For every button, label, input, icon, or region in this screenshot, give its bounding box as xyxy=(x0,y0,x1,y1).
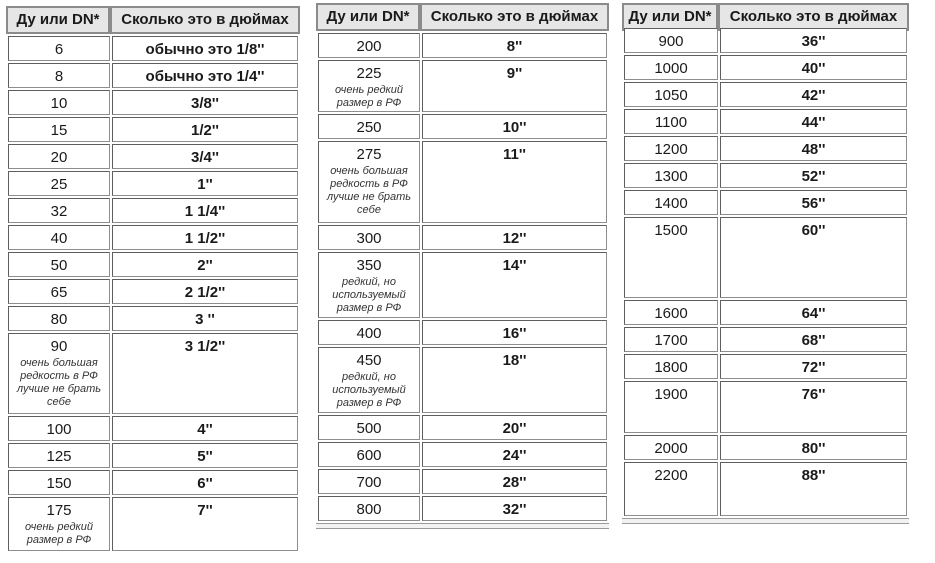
table-row xyxy=(316,114,609,141)
table-row xyxy=(6,497,300,553)
dn-value: 1500 xyxy=(654,222,688,239)
inch-cell xyxy=(720,217,907,298)
table-row xyxy=(622,381,909,435)
dn-value: 500 xyxy=(356,420,382,437)
dn-cell xyxy=(318,320,420,345)
dn-value: 1200 xyxy=(654,141,688,158)
inch-value: 9'' xyxy=(506,65,523,82)
table-row xyxy=(6,470,300,497)
inch-cell xyxy=(422,141,607,223)
dn-value: 8 xyxy=(54,68,64,85)
dn-cell xyxy=(318,60,420,112)
dn-value: 700 xyxy=(356,474,382,491)
inch-value: 5'' xyxy=(197,448,213,465)
inch-cell xyxy=(112,225,298,250)
dn-note: очень редкий размер в РФ xyxy=(25,521,93,546)
inch-cell xyxy=(720,435,907,460)
inch-cell xyxy=(422,469,607,494)
inch-value: 3/4'' xyxy=(191,149,219,166)
dn-value: 250 xyxy=(356,119,382,136)
inch-value: 4'' xyxy=(197,421,213,438)
inch-value: 3/8'' xyxy=(191,95,219,112)
table-row xyxy=(316,60,609,114)
inch-value: обычно это 1/4'' xyxy=(145,68,265,85)
dn-cell xyxy=(8,279,110,304)
inch-cell xyxy=(112,443,298,468)
header-dn: Ду или DN* xyxy=(624,5,716,29)
inch-cell xyxy=(112,117,298,142)
inch-value: 28'' xyxy=(502,474,527,491)
dn-value: 1400 xyxy=(654,195,688,212)
inch-cell xyxy=(422,496,607,521)
dn-cell xyxy=(318,442,420,467)
inch-cell xyxy=(720,462,907,516)
dn-cell xyxy=(624,300,718,325)
inch-value: 72'' xyxy=(801,359,826,376)
table-row xyxy=(622,217,909,300)
dn-cell xyxy=(8,225,110,250)
table-row xyxy=(316,252,609,320)
dn-value: 10 xyxy=(50,95,68,112)
inch-cell xyxy=(112,333,298,414)
dn-value: 65 xyxy=(50,284,68,301)
inch-cell xyxy=(112,416,298,441)
inch-value: 8'' xyxy=(506,38,523,55)
dn-value: 1700 xyxy=(654,332,688,349)
inch-value: 11'' xyxy=(503,146,526,163)
table-row xyxy=(316,320,609,347)
table-row xyxy=(6,333,300,416)
dn-note: очень редкий размер в РФ xyxy=(335,84,403,109)
dn-value: 100 xyxy=(46,421,72,438)
dn-cell xyxy=(624,82,718,107)
dn-cell xyxy=(318,347,420,413)
dn-value: 40 xyxy=(50,230,68,247)
dn-value: 20 xyxy=(50,149,68,166)
inch-cell xyxy=(112,252,298,277)
inch-value: обычно это 1/8'' xyxy=(145,41,265,58)
table-row xyxy=(622,55,909,82)
inch-value: 88'' xyxy=(801,467,826,484)
dn-cell xyxy=(8,497,110,551)
table-row xyxy=(622,28,909,55)
dn-value: 50 xyxy=(50,257,68,274)
table-header xyxy=(6,6,300,34)
dn-cell xyxy=(8,198,110,223)
dn-value: 1300 xyxy=(654,168,688,185)
dn-value: 6 xyxy=(54,41,64,58)
dn-value: 350 xyxy=(356,257,382,274)
inch-cell xyxy=(112,279,298,304)
inch-value: 76'' xyxy=(801,386,826,403)
table-row xyxy=(316,415,609,442)
table-row xyxy=(622,136,909,163)
table-row xyxy=(6,416,300,443)
table-row xyxy=(622,327,909,354)
dn-value: 175 xyxy=(46,502,72,519)
dn-cell xyxy=(624,28,718,53)
inch-value: 18'' xyxy=(502,352,527,369)
dn-cell xyxy=(318,415,420,440)
inch-value: 60'' xyxy=(801,222,826,239)
dn-cell xyxy=(318,114,420,139)
dn-cell xyxy=(624,136,718,161)
inch-value: 16'' xyxy=(502,325,527,342)
inch-value: 12'' xyxy=(502,230,527,247)
inch-cell xyxy=(720,354,907,379)
dn-value: 32 xyxy=(50,203,68,220)
dn-value: 2200 xyxy=(654,467,688,484)
dn-value: 90 xyxy=(50,338,68,355)
header-inches: Сколько это в дюймах xyxy=(720,5,907,29)
table-row xyxy=(316,469,609,496)
dn-cell xyxy=(624,55,718,80)
inch-cell xyxy=(422,347,607,413)
dn-value: 800 xyxy=(356,501,382,518)
inch-cell xyxy=(112,63,298,88)
table-row xyxy=(316,442,609,469)
inch-value: 6'' xyxy=(197,475,213,492)
inch-value: 80'' xyxy=(801,440,826,457)
inch-value: 3 1/2'' xyxy=(184,338,226,355)
dn-cell xyxy=(624,163,718,188)
table-row xyxy=(6,443,300,470)
dn-cell xyxy=(624,462,718,516)
table-row xyxy=(6,117,300,144)
table-row xyxy=(622,300,909,327)
inch-cell xyxy=(720,327,907,352)
dn-cell xyxy=(624,109,718,134)
dn-cell xyxy=(318,496,420,521)
dn-value: 300 xyxy=(356,230,382,247)
table-bottom-edge xyxy=(622,518,909,524)
inch-value: 40'' xyxy=(801,60,826,77)
dn-cell xyxy=(318,33,420,58)
inch-cell xyxy=(720,136,907,161)
inch-value: 1'' xyxy=(197,176,213,193)
dn-note: очень большая редкость в РФ лучше не брать себе xyxy=(326,165,412,216)
inch-cell xyxy=(720,381,907,433)
inch-cell xyxy=(422,415,607,440)
dn-value: 450 xyxy=(356,352,382,369)
inch-value: 64'' xyxy=(801,305,826,322)
inch-cell xyxy=(112,497,298,551)
inch-value: 32'' xyxy=(502,501,527,518)
inch-cell xyxy=(112,306,298,331)
inch-cell xyxy=(720,163,907,188)
table-row xyxy=(6,252,300,279)
dn-cell xyxy=(624,327,718,352)
dn-cell xyxy=(8,470,110,495)
dn-note: редкий, но используемый размер в РФ xyxy=(332,371,406,409)
inch-value: 24'' xyxy=(502,447,527,464)
dn-value: 1800 xyxy=(654,359,688,376)
dn-cell xyxy=(624,354,718,379)
table-row xyxy=(316,347,609,415)
inch-value: 2'' xyxy=(197,257,213,274)
dn-cell xyxy=(318,252,420,318)
inch-value: 1 1/4'' xyxy=(184,203,226,220)
inch-cell xyxy=(422,320,607,345)
dn-cell xyxy=(624,435,718,460)
inch-cell xyxy=(422,33,607,58)
table-row xyxy=(622,109,909,136)
dn-cell xyxy=(624,190,718,215)
table-row xyxy=(6,90,300,117)
dn-value: 15 xyxy=(50,122,68,139)
inch-cell xyxy=(112,198,298,223)
inch-value: 36'' xyxy=(801,33,826,50)
dn-value: 2000 xyxy=(654,440,688,457)
dn-cell xyxy=(8,117,110,142)
dn-cell xyxy=(8,63,110,88)
table-row xyxy=(622,354,909,381)
inch-value: 2 1/2'' xyxy=(184,284,226,301)
dn-cell xyxy=(8,306,110,331)
dn-cell xyxy=(318,141,420,223)
dn-cell xyxy=(8,144,110,169)
dn-value: 1900 xyxy=(654,386,688,403)
table-row xyxy=(622,82,909,109)
header-inches: Сколько это в дюймах xyxy=(112,8,298,32)
dn-value: 125 xyxy=(46,448,72,465)
inch-value: 44'' xyxy=(801,114,826,131)
dn-cell xyxy=(8,36,110,61)
table-row xyxy=(6,144,300,171)
inch-value: 14'' xyxy=(502,257,527,274)
dn-value: 1000 xyxy=(654,60,688,77)
dn-value: 200 xyxy=(356,38,382,55)
table-row xyxy=(316,33,609,60)
inch-cell xyxy=(112,36,298,61)
dn-value: 1050 xyxy=(654,87,688,104)
header-inches: Сколько это в дюймах xyxy=(422,5,607,29)
dn-cell xyxy=(8,333,110,414)
inch-cell xyxy=(422,442,607,467)
dn-value: 25 xyxy=(50,176,68,193)
inch-value: 52'' xyxy=(801,168,826,185)
table-row xyxy=(316,496,609,523)
table-bottom-edge xyxy=(316,523,609,529)
dn-cell xyxy=(8,90,110,115)
dn-cell xyxy=(318,469,420,494)
inch-cell xyxy=(720,300,907,325)
inch-value: 1 1/2'' xyxy=(184,230,226,247)
table-row xyxy=(316,225,609,252)
inch-value: 7'' xyxy=(197,502,213,519)
dn-value: 150 xyxy=(46,475,72,492)
dn-cell xyxy=(8,171,110,196)
inch-cell xyxy=(720,109,907,134)
inch-cell xyxy=(112,90,298,115)
dn-cell xyxy=(624,217,718,298)
header-dn: Ду или DN* xyxy=(318,5,418,29)
inch-value: 56'' xyxy=(801,195,826,212)
dn-value: 80 xyxy=(50,311,68,328)
dn-cell xyxy=(8,252,110,277)
table-header xyxy=(622,3,909,31)
inch-value: 1/2'' xyxy=(191,122,219,139)
table-row xyxy=(6,279,300,306)
dn-cell xyxy=(318,225,420,250)
inch-cell xyxy=(422,60,607,112)
dn-cell xyxy=(8,416,110,441)
inch-cell xyxy=(112,144,298,169)
dn-value: 900 xyxy=(658,33,684,50)
dn-value: 275 xyxy=(356,146,382,163)
table-row xyxy=(622,190,909,217)
inch-value: 20'' xyxy=(502,420,527,437)
table-row xyxy=(6,198,300,225)
table-row xyxy=(6,306,300,333)
dn-note: редкий, но используемый размер в РФ xyxy=(332,276,406,314)
inch-cell xyxy=(720,55,907,80)
dn-value: 225 xyxy=(356,65,382,82)
inch-cell xyxy=(720,28,907,53)
table-row xyxy=(6,36,300,63)
table-row xyxy=(6,225,300,252)
table-row xyxy=(622,462,909,518)
inch-value: 3 '' xyxy=(195,311,215,328)
header-dn: Ду или DN* xyxy=(8,8,108,32)
dn-cell xyxy=(624,381,718,433)
inch-cell xyxy=(422,225,607,250)
inch-value: 42'' xyxy=(801,87,826,104)
table-row xyxy=(622,435,909,462)
table-row xyxy=(316,141,609,225)
inch-cell xyxy=(112,470,298,495)
table-row xyxy=(6,171,300,198)
table-row xyxy=(622,163,909,190)
dn-value: 400 xyxy=(356,325,382,342)
dn-value: 1600 xyxy=(654,305,688,322)
table-row xyxy=(6,63,300,90)
inch-cell xyxy=(720,190,907,215)
inch-cell xyxy=(112,171,298,196)
table-header xyxy=(316,3,609,31)
dn-value: 1100 xyxy=(654,114,688,131)
dn-cell xyxy=(8,443,110,468)
inch-cell xyxy=(422,252,607,318)
inch-value: 48'' xyxy=(801,141,826,158)
dn-note: очень большая редкость в РФ лучше не брать себе xyxy=(16,357,102,408)
inch-cell xyxy=(720,82,907,107)
dn-value: 600 xyxy=(356,447,382,464)
inch-value: 10'' xyxy=(502,119,527,136)
inch-cell xyxy=(422,114,607,139)
inch-value: 68'' xyxy=(801,332,826,349)
